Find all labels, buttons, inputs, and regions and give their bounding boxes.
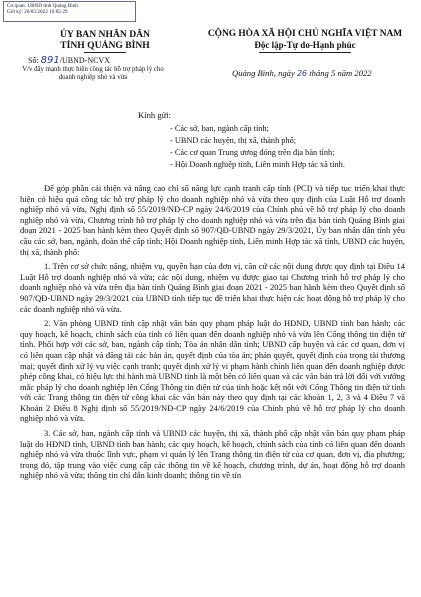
paragraph-item-2: 2. Văn phòng UBND tỉnh cập nhật văn bản quy phạm pháp luật do HĐND, UBND tỉnh ban hành; các quy hoạch, kế hoạch, chính sách của tỉnh có liên quan đến doanh nghiệp nhỏ và vừa lên Cổng thông tin điện tử tỉnh. Phối hợp với các sở, ban, ngành cấp tỉnh; Tòa án nhân dân tỉnh; UBND cấp huyện và các cơ quan, đơn vị có liên quan cập nhật và đăng tải các bản án, quyết định của tòa án; phán quyết, quyết định của trọng tài thương mại; quyết định xử lý vụ việc cạnh tranh; quyết định xử lý vi phạm hành chính liên quan đến doanh nghiệp được phép công khai, có hiệu lực thi hành mà UBND tỉnh là một bên có liên quan và các văn bản trả lời đối với vướng mắc pháp lý cho doanh nghiệp lên Cổng Thông tin điện tử của tỉnh hoặc kết nối với Cổng Thông tin điện tử tỉnh với các Trang thông tin điện tử công khai các văn bản này theo quy định tại các khoản 1, 2, 3 và 4 Điều 7 và Khoản 2 Điều 8 Nghị định số 55/2019/NĐ-CP ngày 24/6/2019 của Chính phủ về hỗ trợ pháp lý cho doanh nghiệp nhỏ và vừa. — [20, 318, 405, 424]
stamp-sign-time: Giờ ký: 26/05/2022 16:05:29 — [7, 9, 68, 16]
recipient-item: - Hội Doanh nghiệp tỉnh, Liên minh Hợp tác xã tỉnh. — [170, 160, 345, 169]
paragraph-item-1: 1. Trên cơ sở chức năng, nhiệm vụ, quyền hạn của đơn vị, căn cứ các nội dung được quy định tại Điều 14 Luật Hỗ trợ doanh nghiệp nhỏ và vừa; các nội dung, nhiệm vụ được giao tại Chương trình hỗ trợ pháp lý cho doanh nghiệp nhỏ và vừa trên địa bàn tỉnh Quảng Bình giai đoạn 2021 - 2025 ban hành kèm theo Quyết định số 907/QĐ-UBND ngày 29/3/2021 của UBND tỉnh tiếp tục đề triển khai thực hiện các hoạt động hỗ trợ pháp lý cho các doanh nghiệp nhỏ và vừa. — [20, 261, 405, 314]
date-prefix: Quảng Bình, ngày — [232, 68, 297, 78]
document-body — [20, 183, 405, 485]
motto-underline — [259, 52, 351, 53]
stamp-agency: Cơ quan: UBND tỉnh Quảng Bình — [7, 3, 78, 9]
recipient-item: - Các cơ quan Trung ương đóng trên địa bàn tỉnh; — [170, 148, 335, 157]
recipient-item: - Các sở, ban, ngành cấp tỉnh; — [170, 124, 269, 133]
recipients-label: Kính gửi: — [138, 110, 172, 120]
agency-name-line2: TỈNH QUẢNG BÌNH — [60, 40, 150, 51]
paragraph-item-3: 3. Các sở, ban, ngành cấp tỉnh và UBND các huyện, thị xã, thành phố cập nhật văn bản quy phạm pháp luật do HĐND tỉnh, UBND tỉnh ban hành; các quy hoạch, kế hoạch, chính sách của tỉnh có liên quan đến doanh nghiệp nhỏ và vừa thuộc lĩnh vực, phạm vi quản lý lên Trang thông tin điện tử của cơ quan, đơn vị, địa phương; trong đó, tập trung vào việc cung cấp các thông tin về kế hoạch, chương trình, dự án, hoạt động hỗ trợ doanh nghiệp nhỏ và vừa; thông tin chỉ dẫn kinh doanh; thông tin về tín — [20, 428, 405, 481]
intro-paragraph: Để góp phần cải thiện và nâng cao chỉ số năng lực cạnh tranh cấp tỉnh (PCI) và tiếp tục triển khai thực hiện có hiệu quả công tác hỗ trợ pháp lý cho doanh nghiệp nhỏ và vừa theo quy định của Luật Hỗ trợ doanh nghiệp nhỏ và vừa, Nghị định số 55/2019/NĐ-CP ngày 24/6/2019 của Chính phủ về hỗ trợ pháp lý cho doanh nghiệp nhỏ và vừa, Chương trình hỗ trợ pháp lý cho doanh nghiệp nhỏ và vừa trên địa bàn tỉnh Quảng Bình giai đoạn 2021 - 2025 ban hành kèm theo Quyết định số 907/QĐ-UBND ngày 29/3/2021, Ủy ban nhân dân tỉnh yêu cầu các sở, ban, ngành, đoàn thể cấp tỉnh; Hội Doanh nghiệp tỉnh, Liên minh Hợp tác xã tỉnh, UBND các huyện, thị xã, thành phố: — [20, 183, 405, 257]
date-day-handwritten: 26 — [296, 69, 308, 78]
doc-number-handwritten: 891 — [40, 55, 60, 66]
doc-number-suffix: /UBND-NCVX — [59, 56, 110, 65]
national-header — [200, 29, 410, 53]
agency-header — [20, 29, 190, 53]
national-motto: Độc lập-Tự do-Hạnh phúc — [254, 40, 356, 50]
nation-title: CỘNG HÒA XÃ HỘI CHỦ NGHĨA VIỆT NAM — [207, 29, 403, 39]
document-number — [28, 55, 110, 66]
digital-signature-stamp — [3, 1, 136, 22]
agency-name-line1: ỦY BAN NHÂN DÂN — [60, 29, 150, 40]
document-subject: V/v đẩy mạnh thực hiện công tác hỗ trợ pháp lý cho doanh nghiệp nhỏ và vừa — [22, 66, 164, 81]
date-suffix: tháng 5 năm 2022 — [309, 68, 372, 78]
recipient-item: - UBND các huyện, thị xã, thành phố; — [170, 136, 297, 145]
agency-underline — [84, 52, 126, 53]
document-date — [232, 68, 372, 78]
doc-number-prefix: Số: — [28, 56, 41, 65]
